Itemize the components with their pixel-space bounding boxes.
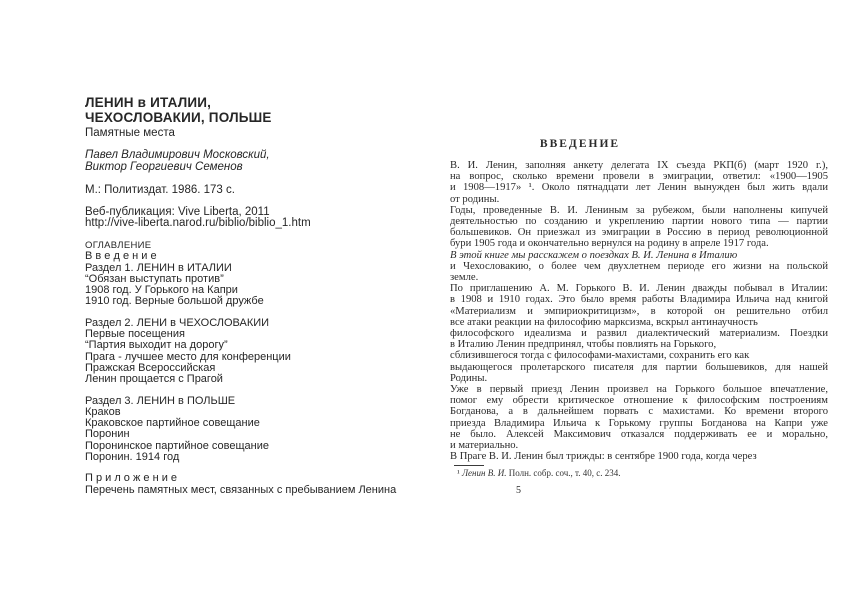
footnote-reference: Полн. собр. соч., т. 40, с. 234. bbox=[508, 468, 621, 479]
text-line: Родины. bbox=[450, 372, 488, 384]
web-publication-block bbox=[85, 207, 435, 229]
toc-line: Первые посещения bbox=[85, 328, 185, 341]
text-line: на вопрос, сколько времени провели в эмиграции, ответил: «1900—1905 bbox=[450, 171, 828, 183]
toc-group-section-2 bbox=[85, 318, 435, 386]
text-line: Годы, проведенные В. И. Лениным за рубежом, были наполнены кипучей bbox=[450, 204, 828, 216]
book-title-line2: ЧЕХОСЛОВАКИИ, ПОЛЬШЕ bbox=[85, 110, 272, 125]
toc-line: Раздел 1. ЛЕНИН в ИТАЛИИ bbox=[85, 261, 232, 274]
book-title bbox=[85, 95, 435, 139]
footnote-marker: ¹ bbox=[457, 468, 460, 479]
text-line: большевиков. Он приезжал из эмиграции в Россию в период революционной bbox=[450, 227, 828, 239]
book-subtitle: Памятные места bbox=[85, 127, 175, 139]
toc-line: “Партия выходит на дорогу” bbox=[85, 339, 228, 352]
toc-line: Краковское партийное совещание bbox=[85, 417, 260, 430]
text-line: По приглашению А. М. Горького В. И. Ленин дважды побывал в Италии: bbox=[450, 283, 828, 295]
bibliography-panel bbox=[85, 95, 435, 496]
text-line: В. И. Ленин, заполняя анкету делегата IX съезда РКП(б) (март 1920 г.), bbox=[450, 160, 828, 171]
authors-block bbox=[85, 149, 435, 173]
footnote bbox=[450, 468, 828, 479]
toc-line: Ленин прощается с Прагой bbox=[85, 373, 223, 386]
text-line: не было. Алексей Максимович отказался поддерживать ее и морально, bbox=[450, 428, 828, 440]
text-line: приезда Владимира Ильича к Горькому группы Богданова на Капри уже bbox=[450, 417, 828, 429]
text-line: философского идеализма и развил диалектический материализм. Поездки bbox=[450, 328, 828, 340]
chapter-heading: ВВЕДЕНИЕ bbox=[539, 138, 621, 150]
web-publication-source: Веб-публикация: Vive Liberta, 2011 bbox=[85, 206, 270, 218]
text-line: помог ему обрести критическое отношение к философским построениям bbox=[450, 395, 828, 407]
toc-line: Поронин. 1914 год bbox=[85, 451, 180, 464]
toc-group-appendix bbox=[85, 473, 435, 496]
text-line: и материально. bbox=[450, 440, 519, 452]
text-line: бури 1905 года и окончательно вернулся на родину в апреле 1917 года. bbox=[450, 238, 769, 250]
toc-line: “Обязан выступать против” bbox=[85, 272, 224, 285]
toc-line: Раздел 3. ЛЕНИН в ПОЛЬШЕ bbox=[85, 394, 236, 407]
text-line: в 1908 и 1910 годах. Это было время работы Владимира Ильича над книгой bbox=[450, 294, 828, 306]
toc-line: Поронинское партийное совещание bbox=[85, 439, 270, 452]
text-line: В Праге В. И. Ленин был трижды: в сентябре 1900 года, когда через bbox=[450, 451, 757, 463]
toc-line: Поронин bbox=[85, 428, 130, 441]
text-line: Уже в первый приезд Ленин произвел на Горького большое впечатление, bbox=[450, 384, 828, 396]
text-line: сблизившегося тогда с философами-махистами, сохранить его как bbox=[450, 350, 750, 362]
web-publication-url: http://vive-liberta.narod.ru/biblio/biblio_1.htm bbox=[85, 217, 311, 229]
text-line: Богданова, а в дальнейшем порвать с махистами. Ко времени второго bbox=[450, 406, 828, 418]
chapter-body-text bbox=[450, 160, 828, 462]
toc-line: П р и л о ж е н и е bbox=[85, 472, 178, 485]
toc-heading: ОГЛАВЛЕНИЕ bbox=[85, 240, 152, 251]
toc-line: Раздел 2. ЛЕНИ в ЧЕХОСЛОВАКИИ bbox=[85, 316, 270, 329]
toc-line: Пражская Всероссийская bbox=[85, 361, 216, 374]
text-line: и Чехословакию, о более чем двухлетнем периоде его жизни на польской bbox=[450, 260, 828, 272]
toc-line: В в е д е н и е bbox=[85, 250, 157, 263]
imprint-line: М.: Политиздат. 1986. 173 с. bbox=[85, 184, 235, 196]
text-line: земле. bbox=[450, 272, 479, 284]
toc-line: 1910 год. Верные большой дружбе bbox=[85, 295, 264, 308]
text-line: в Италию Ленин предпринял, чтобы повлиять на Горького, bbox=[450, 339, 717, 351]
text-line: В этой книге мы расскажем о поездках В. И. Ленина в Италию bbox=[450, 249, 738, 261]
book-title-line1: ЛЕНИН в ИТАЛИИ, bbox=[85, 95, 212, 110]
text-line: от родины. bbox=[450, 193, 500, 205]
toc-line: 1908 год. У Горького на Капри bbox=[85, 284, 238, 297]
scanned-book-page bbox=[450, 138, 828, 496]
author-line-1: Павел Владимирович Московский, bbox=[85, 149, 270, 161]
text-line: все атаки реакции на философию марксизма, вскрыл антинаучность bbox=[450, 316, 758, 328]
toc-line: Краков bbox=[85, 405, 121, 418]
text-line: деятельностью по созданию и укреплению партии нового типа — партии bbox=[450, 216, 828, 228]
text-line: и 1908—1917» ¹. Около пятнадцати лет Ленин вынужден был жить вдали bbox=[450, 182, 828, 194]
page-number: 5 bbox=[516, 485, 521, 497]
toc-line: Перечень памятных мест, связанных с пребыванием Ленина bbox=[85, 483, 397, 496]
toc-line: Прага - лучшее место для конференции bbox=[85, 350, 291, 363]
footnote-divider bbox=[454, 465, 484, 466]
toc-group-introduction bbox=[85, 251, 435, 307]
text-line: «Материализм и эмпириокритицизм», в которой он решительно отбил bbox=[450, 305, 828, 317]
text-line: выдающегося пролетарского писателя для партии большевиков, для нашей bbox=[450, 361, 828, 373]
toc-group-section-3 bbox=[85, 396, 435, 464]
footnote-author: Ленин В. И. bbox=[461, 468, 507, 479]
table-of-contents bbox=[85, 240, 435, 496]
author-line-2: Виктор Георгиевич Семенов bbox=[85, 161, 243, 173]
